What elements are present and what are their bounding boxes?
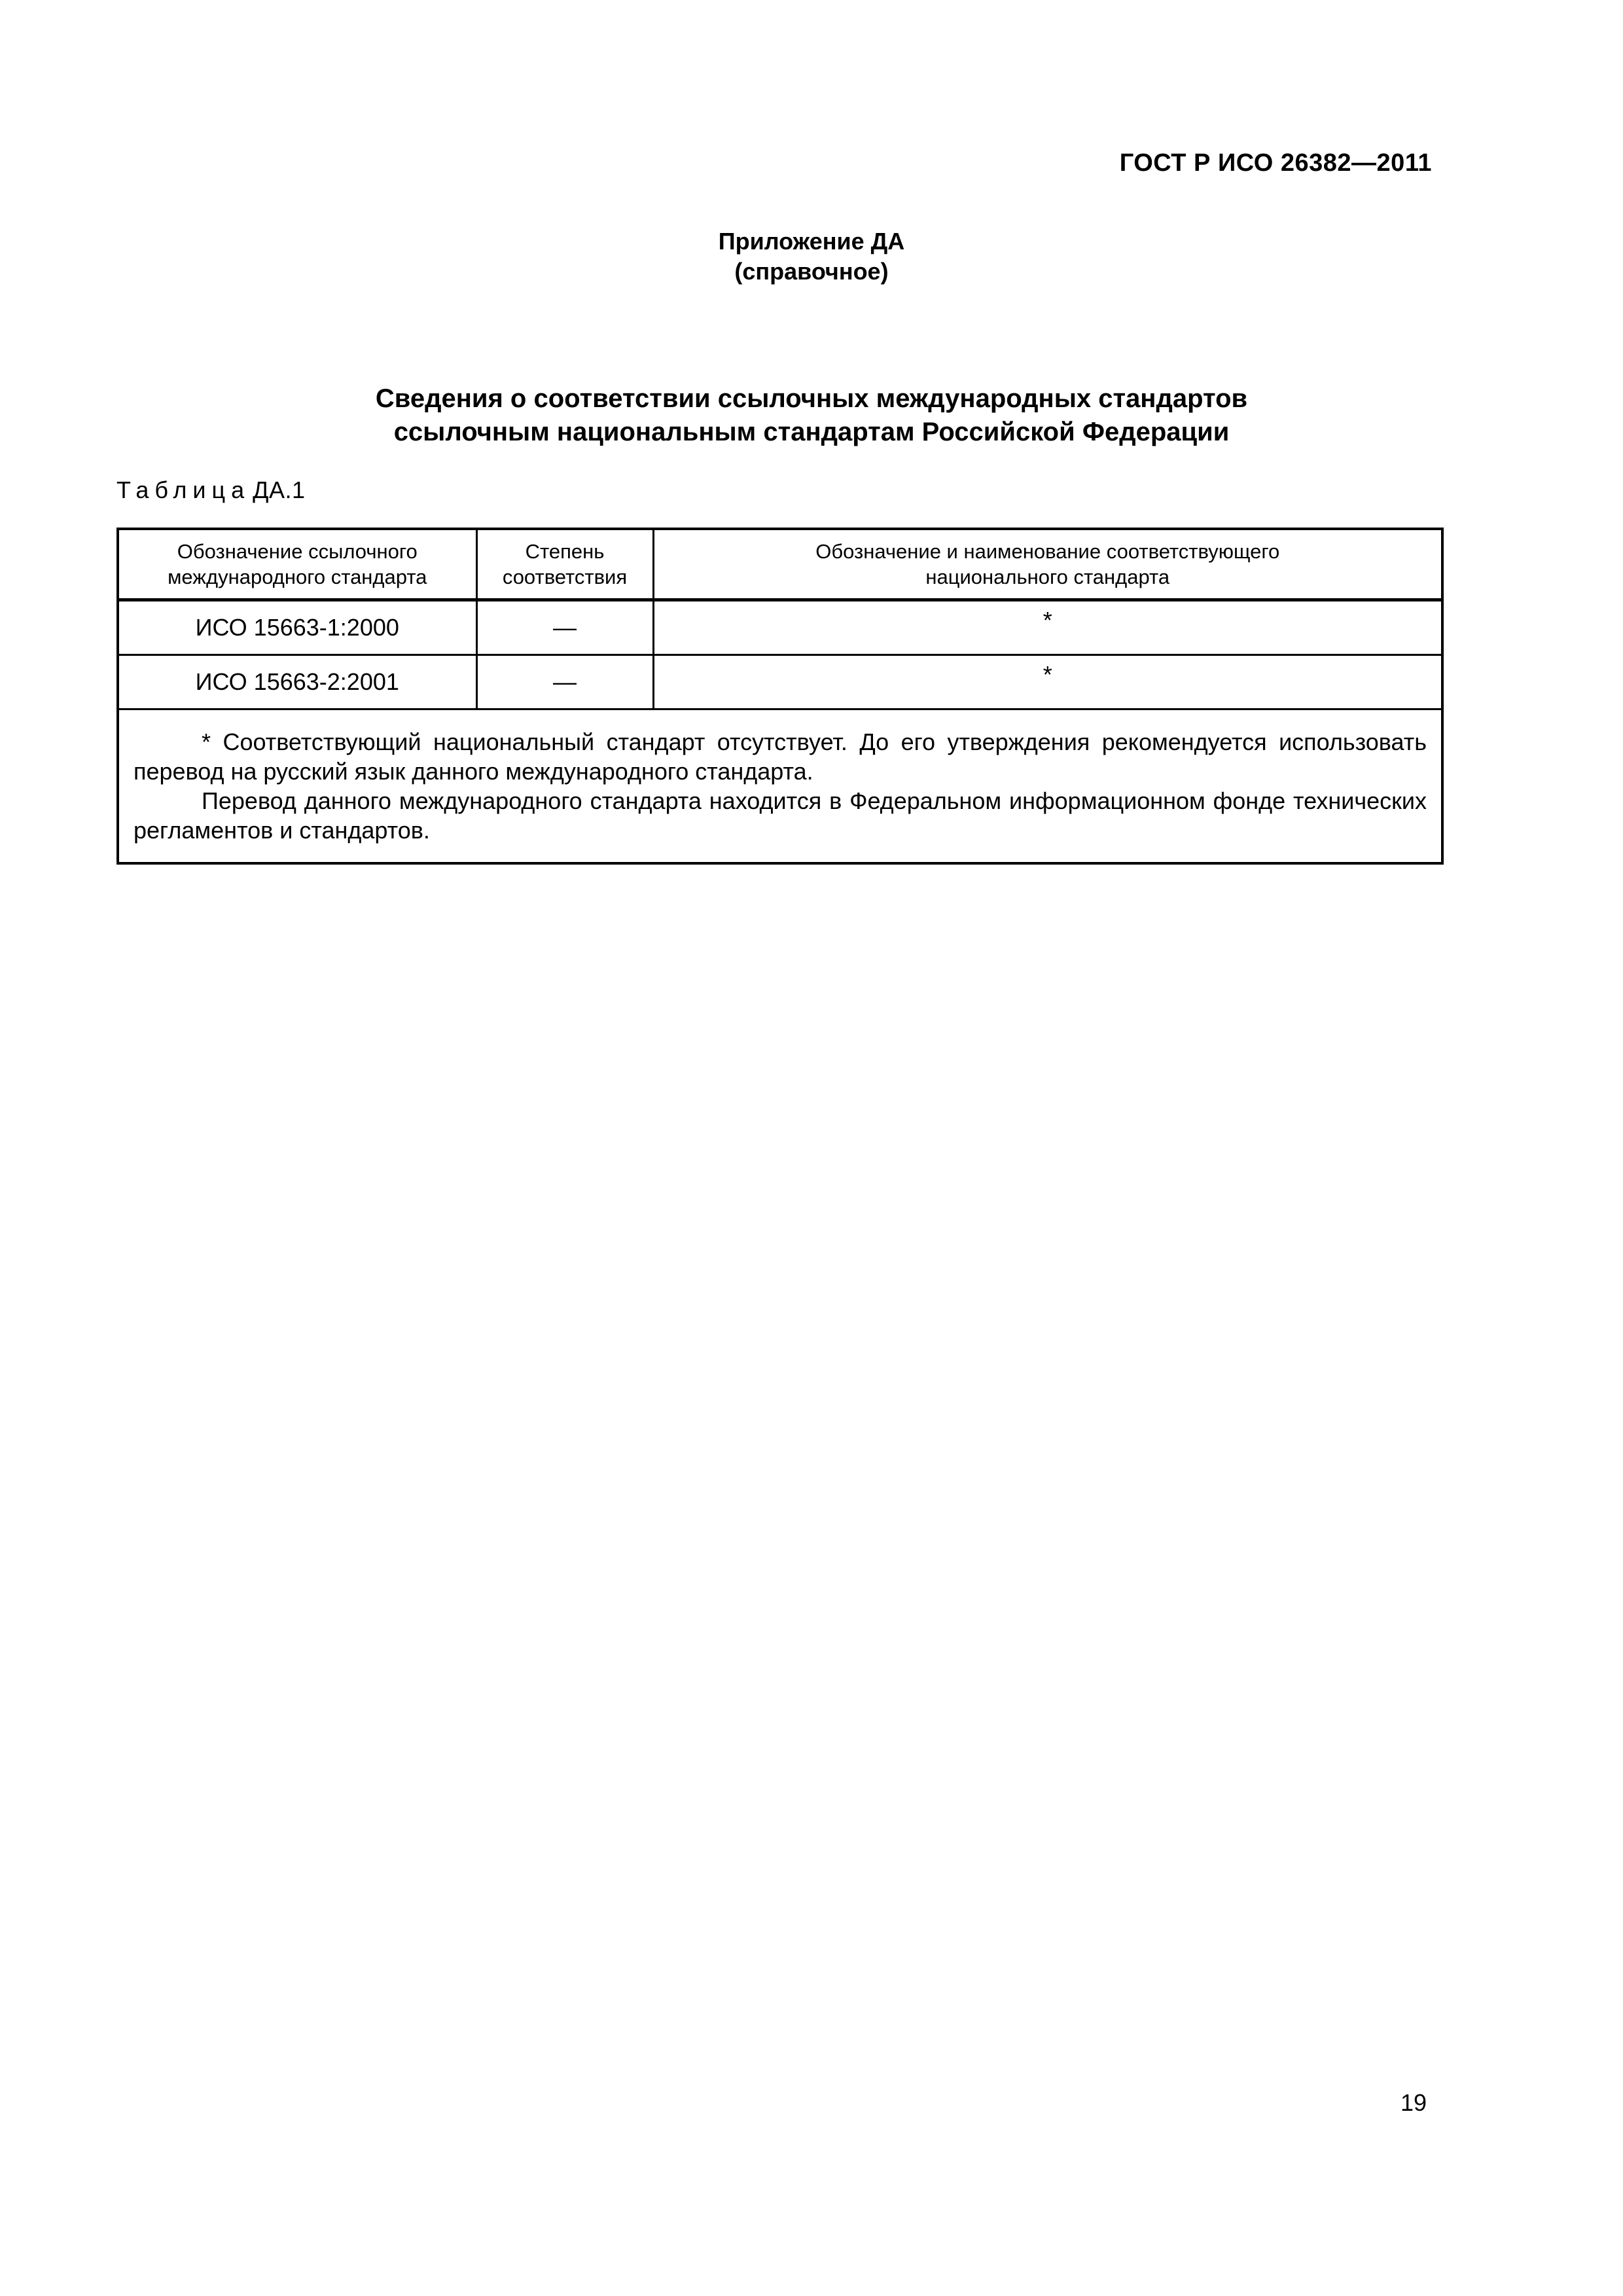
column-header-degree [476,529,653,600]
page-number: 19 [1400,2089,1427,2116]
cell-degree: — [476,600,653,655]
appendix-title: Приложение ДА [718,228,905,255]
section-title [0,382,1623,449]
cell-standard: ИСО 15663-2:2001 [118,655,476,709]
table-row [118,655,1442,709]
section-title-line2: ссылочным национальным стандартам Российской Федерации [393,418,1230,446]
section-title-line1: Сведения о соответствии ссылочных международных стандартов [375,384,1248,413]
column-header-line: национального стандарта [925,565,1170,588]
appendix-heading [0,226,1623,287]
cell-national: * [653,600,1442,655]
table-label-word: Таблица [116,476,251,503]
correspondence-table [116,528,1444,865]
footnote-paragraph: Перевод данного международного стандарта находится в Федеральном информационном фонде технических регламентов и стандартов. [134,787,1427,844]
cell-degree: — [476,655,653,709]
column-header-national-standard [653,529,1442,600]
cell-national: * [653,655,1442,709]
appendix-subtitle: (справочное) [734,258,889,285]
footnote-paragraph: * Соответствующий национальный стандарт отсутствует. До его утверждения рекомендуется использовать перевод на русский язык данного международного стандарта. [134,728,1427,785]
table-label-number: ДА.1 [253,476,306,503]
table-header-row [118,529,1442,600]
table-footnote [118,709,1442,864]
column-header-line: Обозначение ссылочного [177,540,418,563]
cell-standard: ИСО 15663-1:2000 [118,600,476,655]
table-footnote-row [118,709,1442,864]
column-header-line: Обозначение и наименование соответствующего [815,540,1280,563]
table-label [116,476,306,504]
column-header-line: международного стандарта [168,565,427,588]
column-header-line: Степень [525,540,605,563]
column-header-international-standard [118,529,476,600]
document-code: ГОСТ Р ИСО 26382—2011 [1119,149,1432,177]
correspondence-table-container [116,528,1441,865]
table-row [118,600,1442,655]
column-header-line: соответствия [502,565,628,588]
